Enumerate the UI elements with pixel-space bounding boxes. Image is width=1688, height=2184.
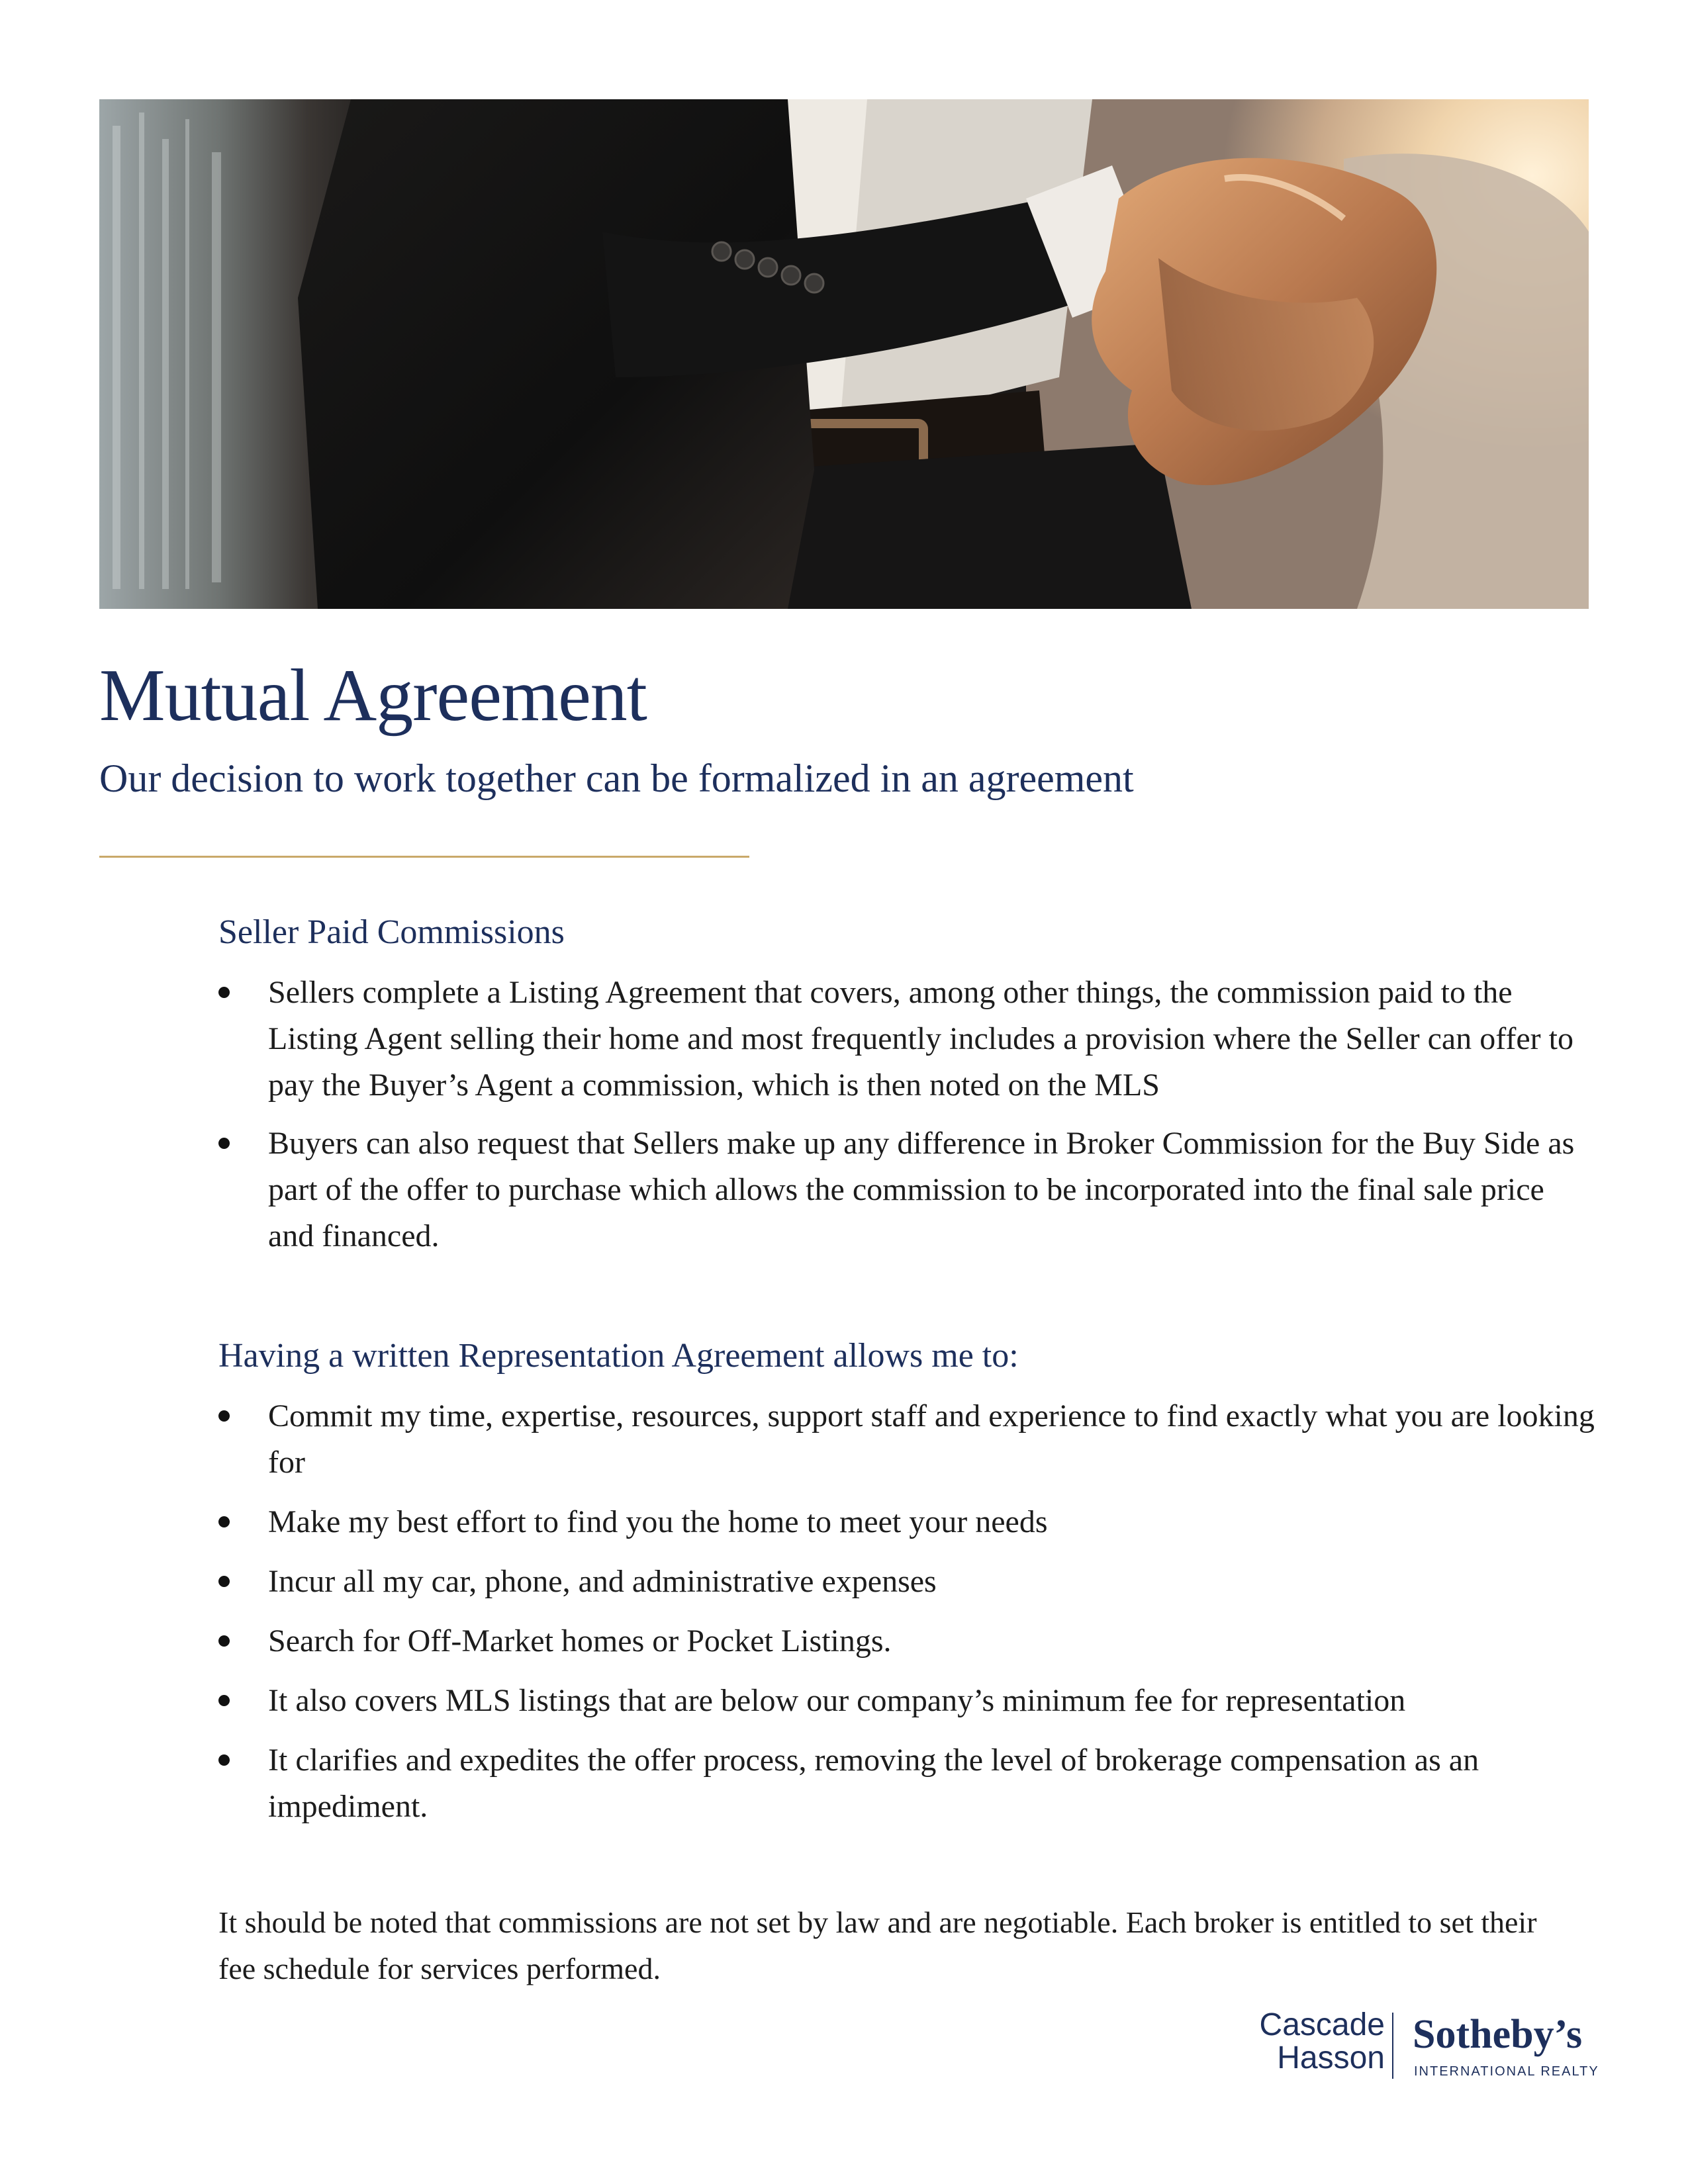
bullet-dot-icon [218,1576,230,1587]
page-subtitle: Our decision to work together can be formalized in an agreement [99,756,1134,800]
logo-tagline: INTERNATIONAL REALTY [1414,2064,1599,2079]
list-item-text: Commit my time, expertise, resources, support staff and experience to find exactly what you are looking for [268,1398,1595,1480]
list-item [218,1120,1595,1259]
logo-brand: Sotheby’s [1413,2012,1583,2057]
bullet-dot-icon [218,1410,230,1422]
list-item [218,1618,1595,1664]
list-item-text: Buyers can also request that Sellers make up any difference in Broker Commission for the Buy Side as part of the offer to purchase which allows the commission to be incorporated into the final sale price and financed. [268,1125,1575,1253]
bullet-dot-icon [218,1754,230,1766]
footer-note: It should be noted that commissions are not set by law and are negotiable. Each broker is entitled to set their fee schedule for services performed. [218,1905,1537,1985]
handshake-photo-icon [99,99,1589,609]
logo-line1: Cascade [1259,2007,1385,2042]
section-representation-agreement [218,1334,1595,1843]
list-item-text: Incur all my car, phone, and administrative expenses [268,1563,937,1599]
list-item [218,970,1595,1109]
list-item [218,1559,1595,1605]
list-item [218,1393,1595,1486]
list-item [218,1737,1595,1830]
section-heading: Seller Paid Commissions [218,913,565,951]
bullet-dot-icon [218,987,230,998]
section-seller-paid-commissions [218,910,1595,1271]
company-logo [1244,2007,1599,2081]
logo-divider [1392,2013,1393,2079]
bullet-dot-icon [218,1516,230,1527]
list-item-text: Make my best effort to find you the home to meet your needs [268,1504,1048,1539]
list-item-text: It also covers MLS listings that are below our company’s minimum fee for representation [268,1682,1406,1718]
page-title: Mutual Agreement [99,655,647,737]
gold-divider [99,856,749,858]
list-item-text: Sellers complete a Listing Agreement that covers, among other things, the commission paid to the Listing Agent selling their home and most frequently includes a provision where the Seller can offer to pay the Buyer’s Agent a commission, which is then noted on the MLS [268,974,1573,1103]
list-item-text: It clarifies and expedites the offer process, removing the level of brokerage compensation as an impediment. [268,1742,1479,1824]
bullet-list [218,1393,1595,1830]
bullet-dot-icon [218,1635,230,1647]
bullet-dot-icon [218,1695,230,1706]
list-item [218,1499,1595,1545]
hero-image [99,99,1589,609]
list-item-text: Search for Off-Market homes or Pocket Listings. [268,1623,892,1659]
logo-line2: Hasson [1277,2040,1385,2075]
list-item [218,1678,1595,1724]
bullet-list [218,970,1595,1259]
logo-cascade-hasson [1260,2009,1385,2075]
bullet-dot-icon [218,1138,230,1149]
section-heading: Having a written Representation Agreement allows me to: [218,1337,1019,1375]
